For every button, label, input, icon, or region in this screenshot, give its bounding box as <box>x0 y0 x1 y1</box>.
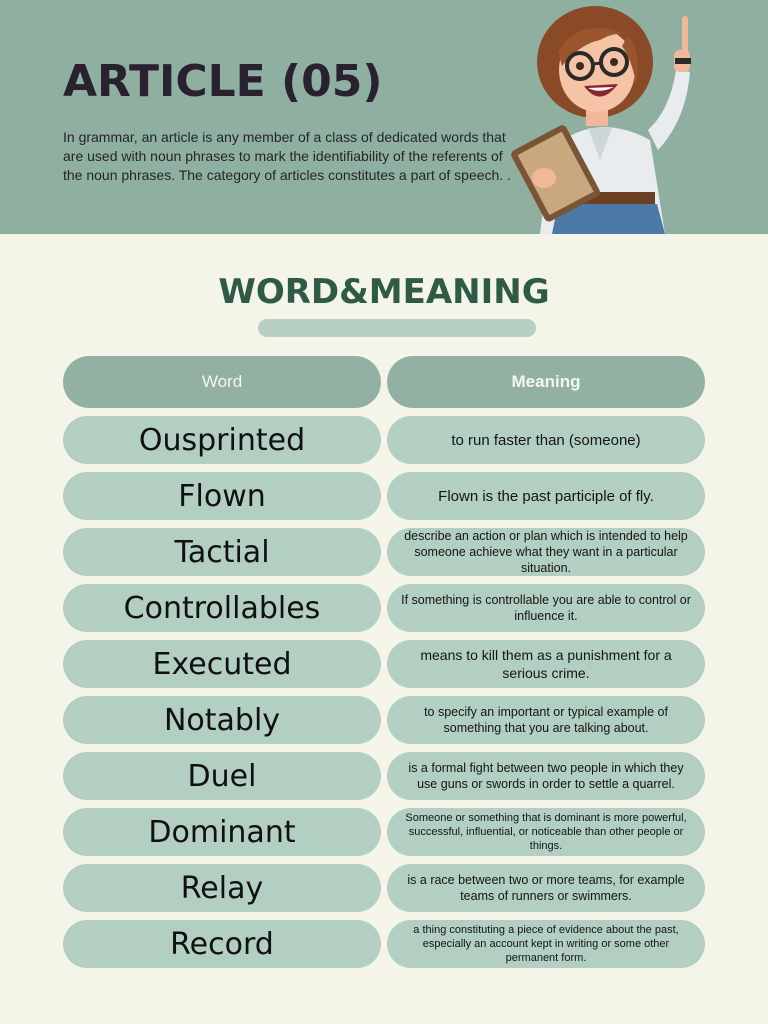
meaning-cell: describe an action or plan which is intended to help someone achieve what they want in a particular situation. <box>387 528 705 576</box>
table-row <box>0 696 768 744</box>
word-cell: Executed <box>63 640 381 688</box>
word-cell: Ousprinted <box>63 416 381 464</box>
word-cell: Controllables <box>63 584 381 632</box>
table-row <box>0 584 768 632</box>
table-row <box>0 920 768 968</box>
column-header-word: Word <box>63 356 381 408</box>
page-title: ARTICLE (05) <box>63 56 383 107</box>
header-banner <box>0 0 768 234</box>
table-row <box>0 752 768 800</box>
meaning-cell: a thing constituting a piece of evidence about the past, especially an account kept in writing or some other permanent form. <box>387 920 705 968</box>
meaning-cell: is a race between two or more teams, for example teams of runners or swimmers. <box>387 864 705 912</box>
meaning-cell: to run faster than (someone) <box>387 416 705 464</box>
word-cell: Relay <box>63 864 381 912</box>
meaning-cell: Someone or something that is dominant is more powerful, successful, influential, or noticeable than other people or things. <box>387 808 705 856</box>
table-row <box>0 416 768 464</box>
title-underline <box>258 319 536 337</box>
meaning-cell: If something is controllable you are able to control or influence it. <box>387 584 705 632</box>
word-cell: Notably <box>63 696 381 744</box>
word-cell: Dominant <box>63 808 381 856</box>
teacher-illustration <box>500 0 720 234</box>
table-row <box>0 528 768 576</box>
table-row <box>0 864 768 912</box>
table-row <box>0 640 768 688</box>
table-row <box>0 808 768 856</box>
meaning-cell: to specify an important or typical example of something that you are talking about. <box>387 696 705 744</box>
section-title: WORD&MEANING <box>218 272 550 312</box>
table-row <box>0 472 768 520</box>
column-header-meaning: Meaning <box>387 356 705 408</box>
word-cell: Record <box>63 920 381 968</box>
word-cell: Flown <box>63 472 381 520</box>
meaning-cell: is a formal fight between two people in which they use guns or swords in order to settle a quarrel. <box>387 752 705 800</box>
meaning-cell: means to kill them as a punishment for a serious crime. <box>387 640 705 688</box>
meaning-cell: Flown is the past participle of fly. <box>387 472 705 520</box>
word-cell: Duel <box>63 752 381 800</box>
word-cell: Tactial <box>63 528 381 576</box>
intro-paragraph: In grammar, an article is any member of a class of dedicated words that are used with noun phrases to mark the identifiability of the referents of the noun phrases. The category of articles constitutes a part of speech. . <box>63 129 511 183</box>
